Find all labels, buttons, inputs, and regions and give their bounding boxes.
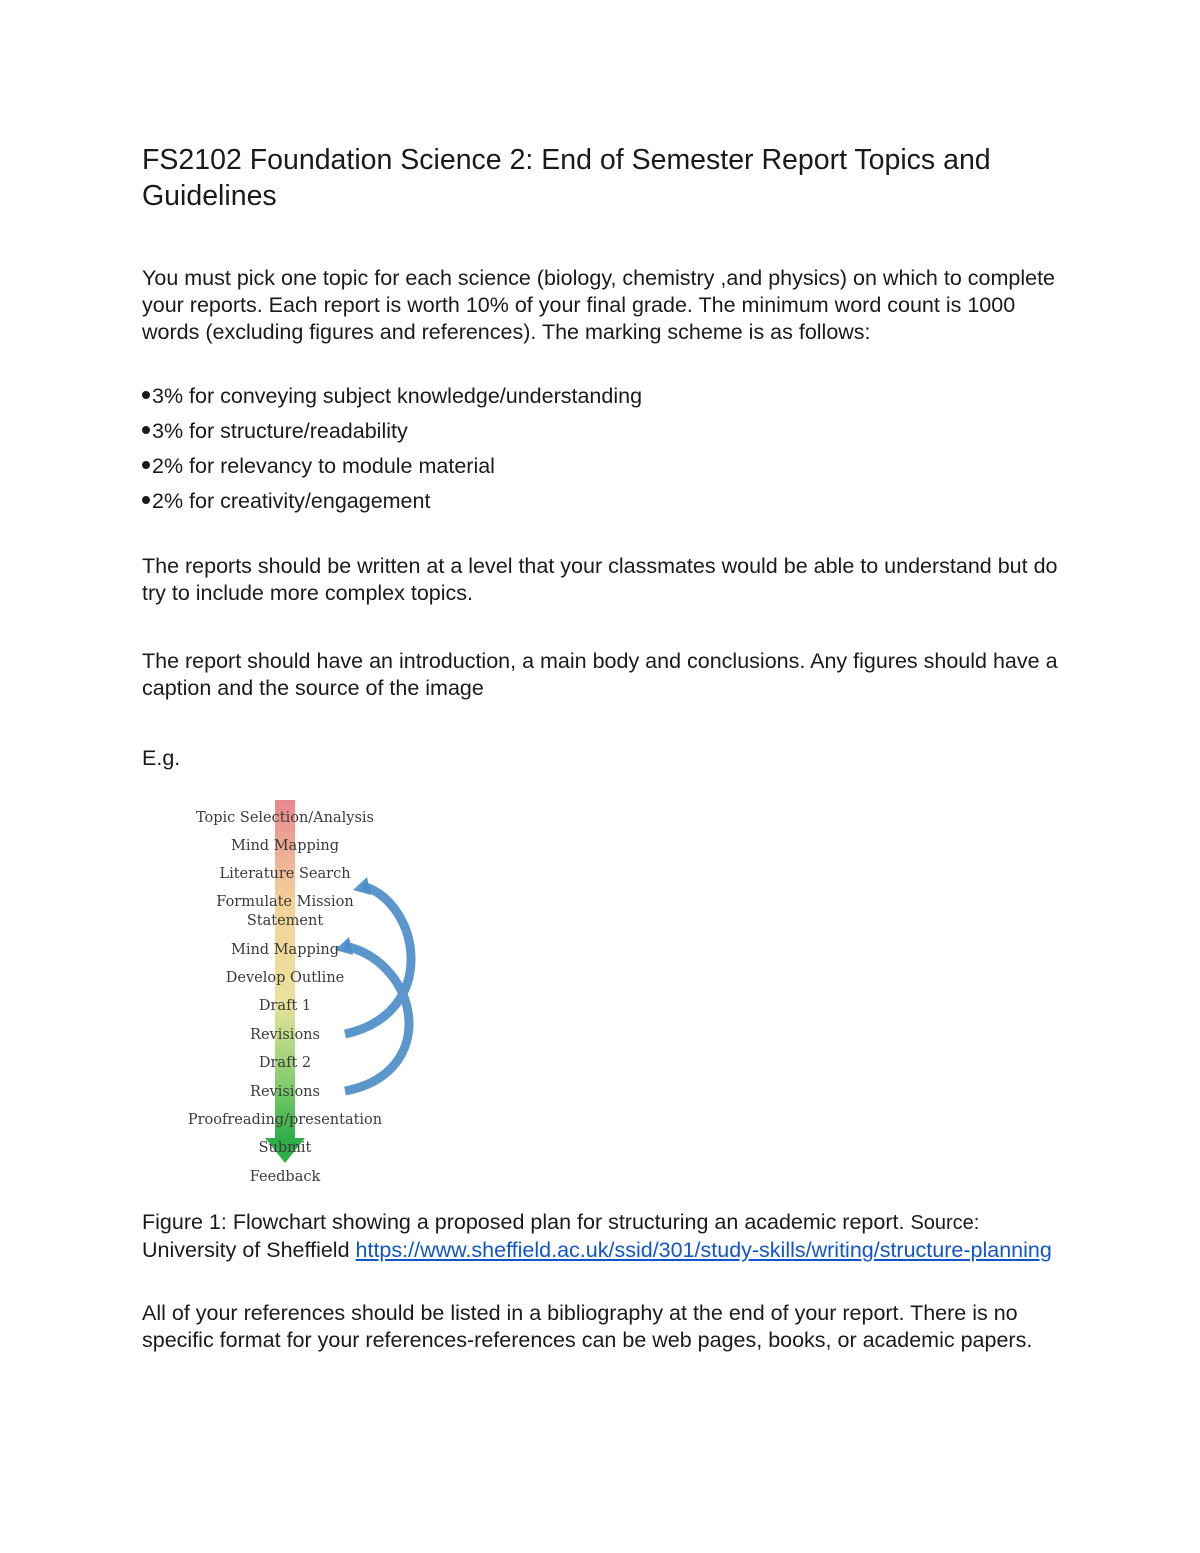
level-paragraph: The reports should be written at a level that your classmates would be able to understand but do try to include more complex topics. — [142, 554, 1058, 605]
bullet-icon — [142, 391, 150, 399]
flow-step: Topic Selection/Analysis — [195, 810, 374, 826]
flow-step: Mind Mapping — [230, 942, 340, 958]
marking-scheme-item: 2% for creativity/engagement — [142, 484, 642, 519]
flow-step: Draft 1 — [258, 998, 312, 1014]
flow-step: Develop Outline — [225, 970, 345, 986]
bullet-icon — [142, 461, 150, 469]
flowchart-graphic — [185, 798, 425, 1190]
flow-step: Draft 2 — [258, 1055, 312, 1071]
flow-step: Mind Mapping — [230, 838, 340, 854]
bullet-icon — [142, 426, 150, 434]
flow-step: Literature Search — [219, 866, 351, 882]
figure-caption: Figure 1: Flowchart showing a proposed plan for structuring an academic report. Source: University of Sheffield https://www.sheffield.ac.uk/ssid/301/study-skills/writing/structure-planning — [142, 1210, 1052, 1262]
flow-step: Proofreading/presentation — [187, 1112, 383, 1128]
marking-scheme-item: 3% for conveying subject knowledge/understanding — [142, 379, 642, 414]
example-label: E.g. — [142, 746, 181, 770]
flow-step: Formulate Mission Statement — [216, 894, 354, 929]
bullet-icon — [142, 496, 150, 504]
structure-paragraph: The report should have an introduction, a main body and conclusions. Any figures should have a caption and the source of the image — [142, 649, 1058, 700]
page-title: FS2102 Foundation Science 2: End of Semester Report Topics and Guidelines — [142, 144, 991, 212]
marking-scheme-item: 3% for structure/readability — [142, 414, 642, 449]
report-flowchart-figure — [185, 798, 425, 1190]
marking-scheme-list — [142, 379, 642, 519]
flow-step: Feedback — [249, 1169, 321, 1185]
source-link[interactable]: https://www.sheffield.ac.uk/ssid/301/study-skills/writing/structure-planning — [355, 1238, 1052, 1262]
flow-step: Revisions — [250, 1084, 320, 1100]
references-paragraph: All of your references should be listed in a bibliography at the end of your report. There is no specific format for your references-references can be web pages, books, or academic papers. — [142, 1301, 1033, 1352]
marking-scheme-item: 2% for relevancy to module material — [142, 449, 642, 484]
flow-step: Submit — [258, 1140, 312, 1156]
flow-step: Revisions — [250, 1027, 320, 1043]
intro-paragraph: You must pick one topic for each science (biology, chemistry ,and physics) on which to complete your reports. Each report is worth 10% of your final grade. The minimum word count is 1000 words (excluding figures and references). The marking scheme is as follows: — [142, 266, 1056, 344]
